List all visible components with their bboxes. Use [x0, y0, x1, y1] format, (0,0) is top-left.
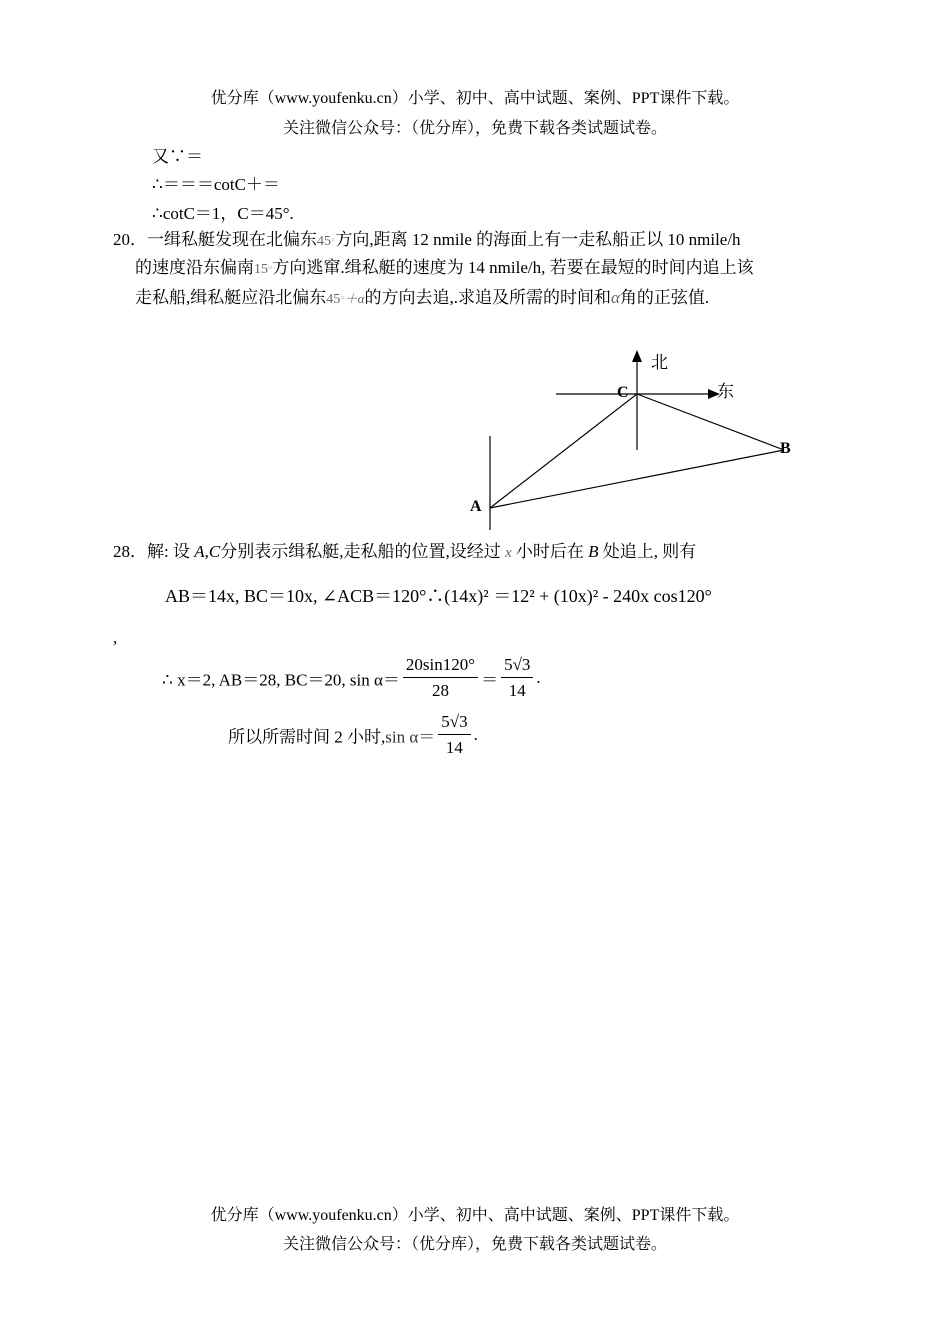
angle-45: 45: [317, 234, 331, 249]
point-b-label: B: [780, 440, 791, 457]
conclusion-line: [228, 712, 478, 758]
points-ac: A,C: [194, 542, 221, 561]
problem-20-line-3: 走私船,缉私艇应沿北偏东45°＋α的方向去追,.求追及所需的时间和α角的正弦值.: [135, 288, 710, 307]
problem-text: 方向逃窜.缉私艇的速度为 14 nmile/h, 若要在最短的时间内追上该: [272, 258, 754, 277]
header-line-2: 关注微信公众号：（优分库），免费下载各类试题试卷。: [282, 120, 667, 137]
problem-text: 的速度沿东偏南: [135, 258, 254, 277]
north-arrow-icon: [632, 350, 642, 362]
point-a-label: A: [470, 498, 482, 515]
problem-text: 方向,距离 12 nmile 的海面上有一走私船正以 10 nmile/h: [335, 230, 741, 249]
fraction-numerator: 5√3: [501, 655, 533, 678]
fraction-numerator: 5√3: [438, 712, 470, 735]
fraction-denominator: 28: [431, 681, 449, 700]
problem-text: 一缉私艇发现在北偏东: [147, 230, 317, 249]
problem-text: 走私船,缉私艇应沿北偏东: [135, 288, 327, 307]
fraction-5sqrt3-14: [501, 655, 533, 701]
conclusion-sin: sin α＝: [385, 727, 436, 747]
problem-20-line-2: 的速度沿东偏南15°方向逃窜.缉私艇的速度为 14 nmile/h, 若要在最短的时间内追上该: [135, 258, 754, 277]
problem-text: 角的正弦值.: [619, 288, 710, 307]
fraction-denominator: 14: [508, 681, 526, 700]
solution-text: 分别表示缉私艇,走私船的位置,设经过: [220, 542, 501, 561]
solution-number: 28．: [113, 542, 147, 561]
angle-45: 45: [326, 292, 341, 307]
north-label: 北: [651, 353, 668, 372]
alpha-symbol: α: [610, 288, 620, 307]
equation-comma: ,: [113, 628, 118, 647]
point-b: B: [588, 542, 599, 561]
conclusion-text: 所以所需时间 2 小时,: [228, 727, 386, 747]
prev-solution-line-2: ∴＝＝＝cotC＋＝: [152, 175, 280, 194]
fraction-sin120: [403, 655, 478, 701]
solution-text: 小时后在: [515, 542, 584, 561]
angle-plus-alpha: ＋α: [344, 291, 365, 306]
conclusion-fraction: [438, 712, 470, 758]
segment-ab: [490, 450, 784, 508]
equation-sine-alpha: [162, 655, 541, 701]
solution-intro: [113, 537, 696, 562]
problem-number: 20．: [113, 230, 147, 249]
problem-20-line-1: 20．一缉私艇发现在北偏东45°方向,距离 12 nmile 的海面上有一走私船正以 10 nmile/h: [113, 230, 741, 249]
angle-15: 15: [254, 262, 268, 277]
fraction-denominator: 14: [445, 738, 463, 757]
chase-diagram: [460, 340, 800, 540]
solution-text: 解: 设: [147, 542, 190, 561]
header-line-1: 优分库（www.youfenku.cn）小学、初中、高中试题、案例、PPT课件下载。: [210, 90, 740, 107]
prev-solution-line-3: ∴cotC＝1，C＝45°.: [152, 204, 294, 223]
footer-line-2: 关注微信公众号：（优分库），免费下载各类试题试卷。: [282, 1236, 667, 1253]
solution-text: 处追上, 则有: [602, 542, 697, 561]
footer-line-1: 优分库（www.youfenku.cn）小学、初中、高中试题、案例、PPT课件下载。: [210, 1207, 740, 1224]
eq2-prefix: ∴ x＝2, AB＝28, BC＝20, sin α＝: [162, 670, 400, 690]
period: .: [536, 668, 541, 687]
period: .: [473, 725, 478, 744]
point-c-label: C: [617, 384, 629, 401]
east-label: 东: [717, 382, 734, 401]
equals-sign: ＝: [481, 670, 499, 690]
segment-cb: [637, 394, 784, 450]
equation-cosine-law: AB＝14x, BC＝10x, ∠ACB＝120°∴(14x)² ＝12² + (10x)² - 240x cos120°: [165, 586, 712, 606]
prev-solution-line-1: 又∵＝: [152, 147, 203, 166]
fraction-numerator: 20sin120°: [403, 655, 478, 678]
variable-x: x: [504, 545, 512, 561]
segment-ac: [490, 394, 637, 508]
problem-text: 的方向去追,.求追及所需的时间和: [364, 288, 611, 307]
